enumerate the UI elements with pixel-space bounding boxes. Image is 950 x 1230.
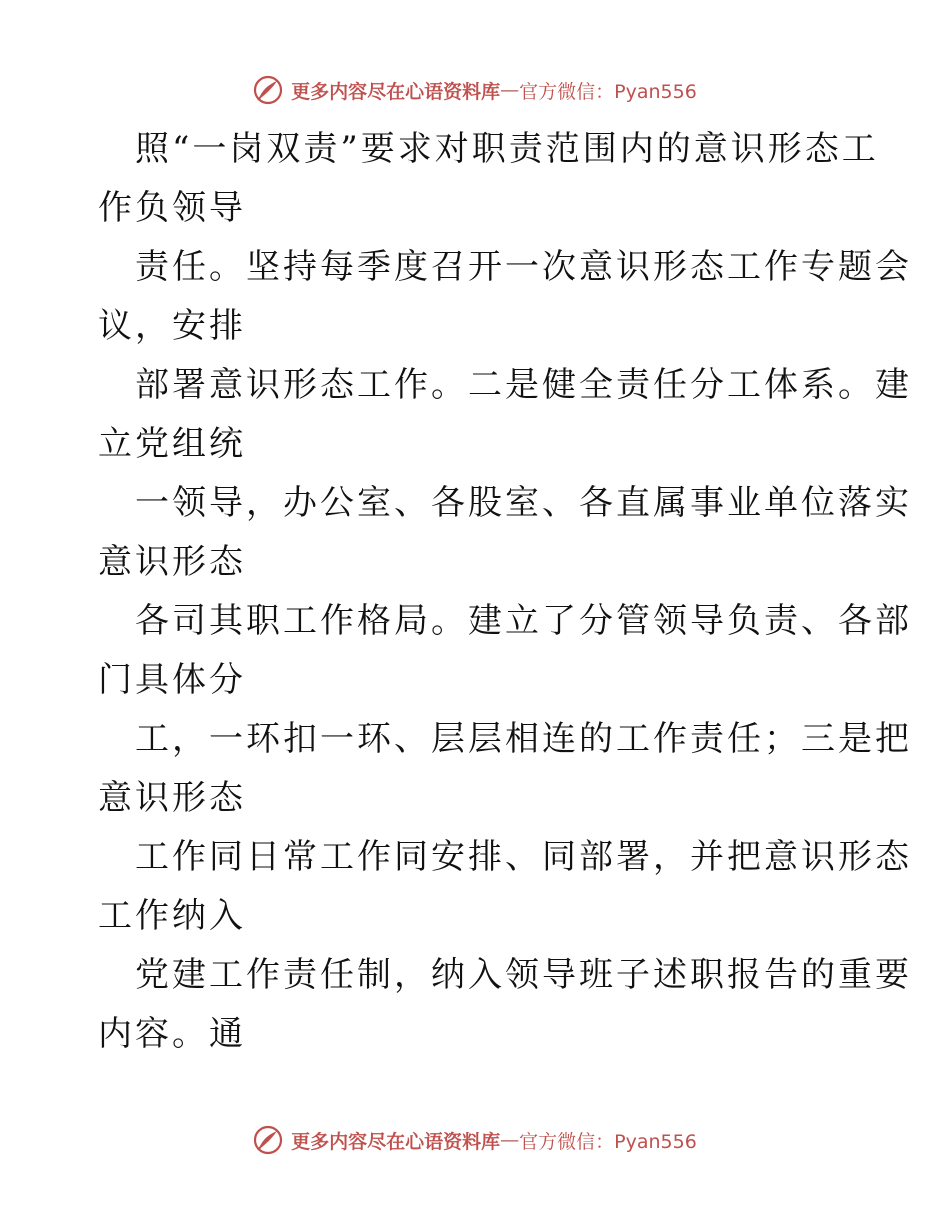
- banner-dash: —: [500, 79, 520, 101]
- quill-pen-logo-icon: [253, 1125, 283, 1155]
- text-line: 作负领导: [98, 188, 246, 228]
- body-text: [98, 120, 912, 1064]
- text-line: 各司其职工作格局。建立了分管领导负责、各部: [135, 601, 912, 641]
- banner-brand-text: 更多内容尽在心语资料库: [291, 1130, 501, 1153]
- text-line: 照“一岗双责”要求对职责范围内的意识形态工: [135, 129, 879, 169]
- text-line: 工，一环扣一环、层层相连的工作责任；三是把: [135, 719, 912, 759]
- banner-dash: —: [500, 1129, 520, 1151]
- footer-banner: [0, 1120, 950, 1160]
- text-line: 议，安排: [98, 306, 246, 346]
- banner-brand-text: 更多内容尽在心语资料库: [291, 80, 501, 103]
- header-banner: [0, 70, 950, 110]
- text-line: 内容。通: [98, 1014, 246, 1054]
- text-line: 意识形态: [98, 778, 246, 818]
- text-line: 责任。坚持每季度召开一次意识形态工作专题会: [135, 247, 912, 287]
- banner-wechat-text: 官方微信：Pyan556: [519, 80, 697, 103]
- text-line: 意识形态: [98, 542, 246, 582]
- banner-wechat-text: 官方微信：Pyan556: [519, 1130, 697, 1153]
- quill-pen-logo-icon: [253, 75, 283, 105]
- text-line: 工作同日常工作同安排、同部署，并把意识形态: [135, 837, 912, 877]
- text-line: 党建工作责任制，纳入领导班子述职报告的重要: [135, 955, 912, 995]
- text-line: 一领导，办公室、各股室、各直属事业单位落实: [135, 483, 912, 523]
- text-line: 工作纳入: [98, 896, 246, 936]
- text-line: 立党组统: [98, 424, 246, 464]
- text-line: 部署意识形态工作。二是健全责任分工体系。建: [135, 365, 912, 405]
- text-line: 门具体分: [98, 660, 246, 700]
